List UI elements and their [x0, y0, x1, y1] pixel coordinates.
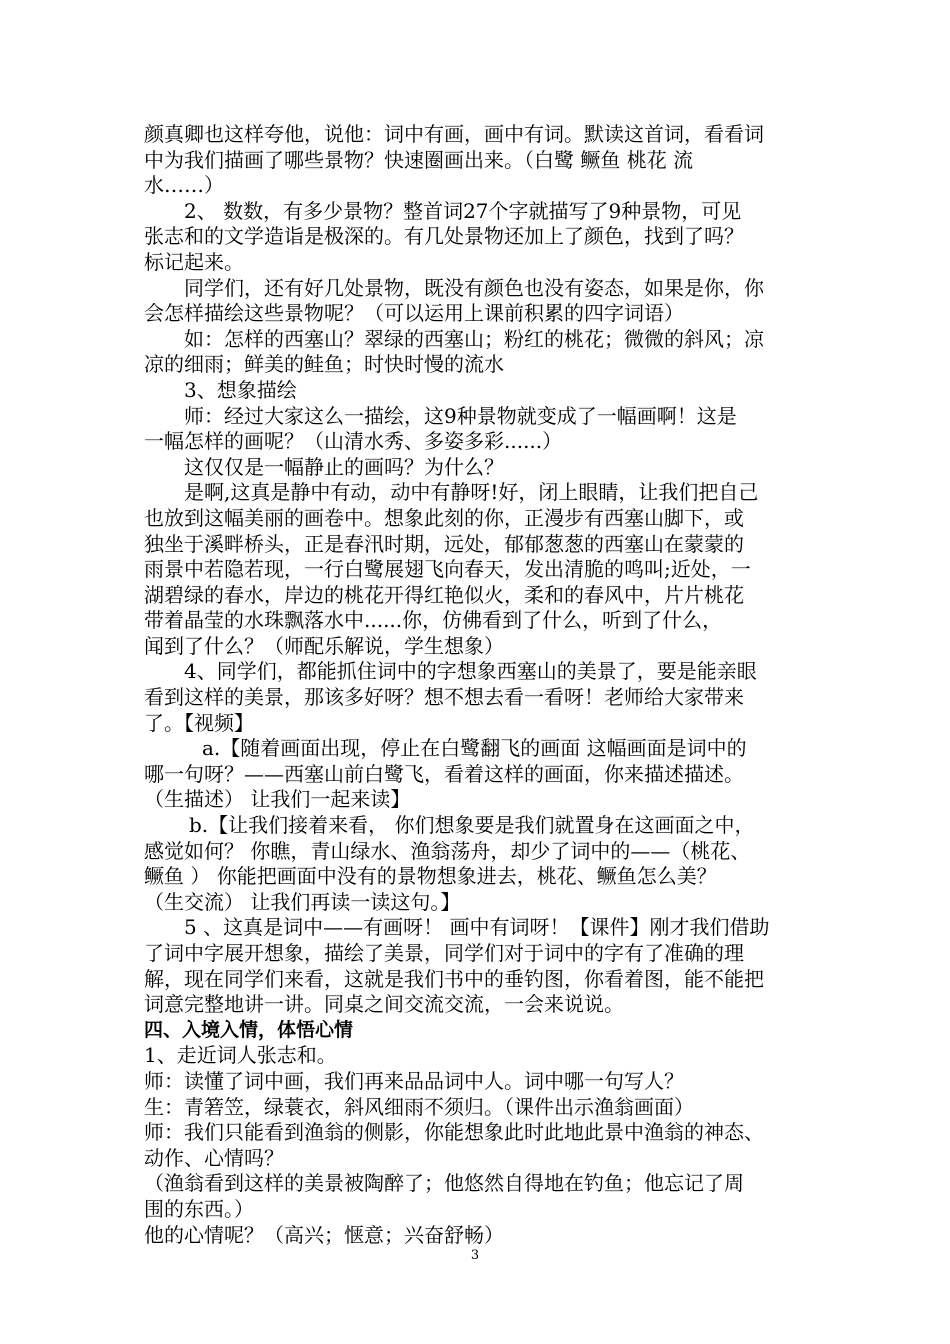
text-line: 标记起来。 [144, 249, 244, 274]
text-line: 了。【视频】 [144, 710, 254, 735]
text-line: a.【随着画面出现，停止在白鹭翻飞的画面 这幅画面是词中的 [202, 736, 747, 761]
text-line: 他的心情呢？（高兴；惬意；兴奋舒畅） [144, 1222, 504, 1247]
text-line: 中为我们描画了哪些景物？快速圈画出来。（白鹭 鳜鱼 桃花 流 [144, 147, 694, 172]
text-line: 也放到这幅美丽的画卷中。想象此刻的你，正漫步有西塞山脚下，或 [144, 505, 744, 530]
text-line: 这仅仅是一幅静止的画吗？为什么？ [184, 454, 504, 479]
text-line: 4、同学们，都能抓住词中的字想象西塞山的美景了，要是能亲眼 [184, 659, 757, 684]
text-line: 了词中字展开想象，描绘了美景，同学们对于词中的字有了准确的理 [144, 941, 744, 965]
text-line: 鳜鱼 ） 你能把画面中没有的景物想象进去，桃花、鳜鱼怎么美？ [144, 864, 717, 889]
text-line: 会怎样描绘这些景物呢？（可以运用上课前积累的四字词语） [144, 301, 684, 326]
text-line: （生交流） 让我们再读一读这句。】 [144, 889, 461, 914]
text-line: 颜真卿也这样夸他，说他：词中有画，画中有词。默读这首词，看看词 [144, 122, 764, 146]
text-line: 1、走近词人张志和。 [144, 1043, 337, 1068]
text-line: 雨景中若隐若现，一行白鹭展翅飞向春天，发出清脆的鸣叫;近处，一 [144, 557, 751, 582]
text-line: 张志和的文学造诣是极深的。有几处景物还加上了颜色，找到了吗？ [144, 224, 744, 249]
text-line: （生描述） 让我们一起来读】 [144, 787, 411, 812]
text-line: 生：青箬笠，绿蓑衣，斜风细雨不须归。（课件出示渔翁画面） [144, 1094, 694, 1119]
page-number: 3 [470, 1248, 480, 1263]
page-body [144, 122, 810, 1248]
text-line: 5 、这真是词中——有画呀！ 画中有词呀！【课件】刚才我们借助 [184, 915, 770, 940]
text-line: 带着晶莹的水珠飘落水中......你，仿佛看到了什么，听到了什么， [144, 608, 723, 633]
text-line: 凉的细雨；鲜美的鲑鱼；时快时慢的流水 [144, 352, 504, 377]
section-heading: 四、入境入情，体悟心情 [144, 1018, 354, 1041]
text-line: 看到这样的美景，那该多好呀？想不想去看一看呀！老师给大家带来 [144, 685, 744, 710]
text-line: （渔翁看到这样的美景被陶醉了；他悠然自得地在钓鱼；他忘记了周 [144, 1171, 744, 1196]
text-line: 2、 数数，有多少景物？整首词27个字就描写了9种景物，可见 [184, 198, 742, 223]
text-line: 是啊,这真是静中有动，动中有静呀!好，闭上眼睛，让我们把自己 [184, 480, 759, 505]
text-line: 师：经过大家这么一描绘，这9种景物就变成了一幅画啊！这是 [184, 403, 737, 428]
text-line: 湖碧绿的春水，岸边的桃花开得红艳似火，柔和的春风中，片片桃花 [144, 582, 744, 607]
text-line: 动作、心情吗？ [144, 1145, 284, 1170]
text-line: b.【让我们接着来看， 你们想象要是我们就置身在这画面之中， [189, 813, 755, 838]
text-line: 闻到了什么？（师配乐解说，学生想象） [144, 633, 504, 658]
text-line: 师：我们只能看到渔翁的侧影，你能想象此时此地此景中渔翁的神态、 [144, 1120, 764, 1145]
text-line: 感觉如何？ 你瞧，青山绿水、渔翁荡舟，却少了词中的——（桃花、 [144, 838, 751, 863]
text-line: 哪一句呀？——西塞山前白鹭飞，看着这样的画面，你来描述描述。 [144, 761, 744, 786]
text-line: 3、想象描绘 [184, 377, 297, 402]
text-line: 同学们，还有好几处景物，既没有颜色也没有姿态，如果是你，你 [184, 275, 764, 300]
text-line: 如：怎样的西塞山？翠绿的西塞山；粉红的桃花；微微的斜风；凉 [184, 326, 764, 351]
text-line: 围的东西。） [144, 1196, 254, 1221]
text-line: 水……） [144, 173, 224, 198]
text-line: 词意完整地讲一讲。同桌之间交流交流，一会来说说。 [144, 992, 624, 1017]
text-line: 一幅怎样的画呢？（山清水秀、多姿多彩......） [144, 429, 563, 454]
text-line: 独坐于溪畔桥头，正是春汛时期，远处，郁郁葱葱的西塞山在蒙蒙的 [144, 531, 744, 556]
text-line: 解，现在同学们来看，这就是我们书中的垂钓图，你看着图，能不能把 [144, 966, 764, 991]
text-line: 师：读懂了词中画，我们再来品品词中人。词中哪一句写人？ [144, 1068, 684, 1093]
